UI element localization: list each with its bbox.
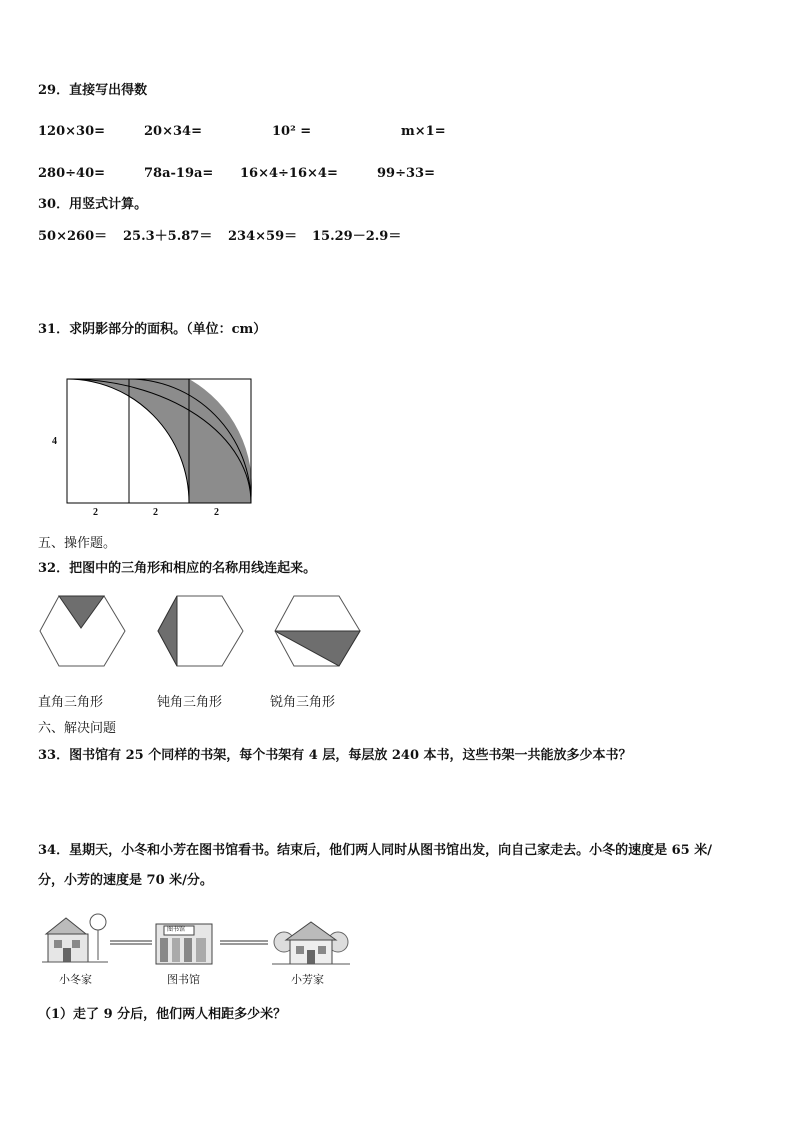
house-icon xyxy=(42,912,108,968)
hexagon-triangle-1 xyxy=(38,594,128,670)
path-line xyxy=(110,940,152,946)
hexagon-triangle-2 xyxy=(156,594,246,670)
q29-title: 29．直接写出得数 xyxy=(38,83,148,98)
hexagon-triangle-3 xyxy=(273,594,363,670)
triangle-name: 钝角三角形 xyxy=(157,695,223,710)
q29-item: 16×4÷16×4= xyxy=(240,166,338,181)
q29-item: 20×34= xyxy=(144,124,202,139)
path-line xyxy=(220,940,268,946)
width-label: 2 xyxy=(214,507,219,518)
q34-line1: 34．星期天，小冬和小芳在图书馆看书。结束后，他们两人同时从图书馆出发，向自己家走去。小冬的速度是 65 米/ xyxy=(38,843,712,858)
width-label: 2 xyxy=(153,507,158,518)
q30-item: 50×260＝ xyxy=(38,229,108,244)
q30-item: 234×59＝ xyxy=(228,229,298,244)
q29-item: m×1= xyxy=(401,124,446,139)
place-label: 小冬家 xyxy=(59,974,92,986)
q31-title: 31．求阴影部分的面积。（单位：cm） xyxy=(38,322,267,337)
q33-text: 33．图书馆有 25 个同样的书架，每个书架有 4 层，每层放 240 本书，这些书架一共能放多少本书？ xyxy=(38,748,632,763)
section-heading: 五、操作题。 xyxy=(38,536,117,551)
triangle-name: 直角三角形 xyxy=(38,695,104,710)
house-icon xyxy=(272,918,350,968)
q29-item: 99÷33= xyxy=(377,166,435,181)
q30-item: 25.3＋5.87＝ xyxy=(123,229,213,244)
library-sign: 图书馆 xyxy=(167,927,186,933)
q30-title: 30．用竖式计算。 xyxy=(38,197,148,212)
q34-line2: 分，小芳的速度是 70 米/分。 xyxy=(38,873,213,888)
triangle-name: 锐角三角形 xyxy=(270,695,336,710)
place-label: 小芳家 xyxy=(291,974,324,986)
q30-item: 15.29－2.9＝ xyxy=(312,229,402,244)
place-label: 图书馆 xyxy=(167,974,200,986)
q34-sub1: （1）走了 9 分后，他们两人相距多少米？ xyxy=(38,1007,287,1022)
shaded-area-figure xyxy=(60,372,260,512)
section-heading: 六、解决问题 xyxy=(38,721,117,736)
height-label: 4 xyxy=(52,436,57,447)
q29-item: 10² = xyxy=(272,124,312,139)
q29-item: 78a-19a= xyxy=(144,166,214,181)
q29-item: 120×30= xyxy=(38,124,106,139)
q32-title: 32．把图中的三角形和相应的名称用线连起来。 xyxy=(38,561,317,576)
width-label: 2 xyxy=(93,507,98,518)
q29-item: 280÷40= xyxy=(38,166,106,181)
